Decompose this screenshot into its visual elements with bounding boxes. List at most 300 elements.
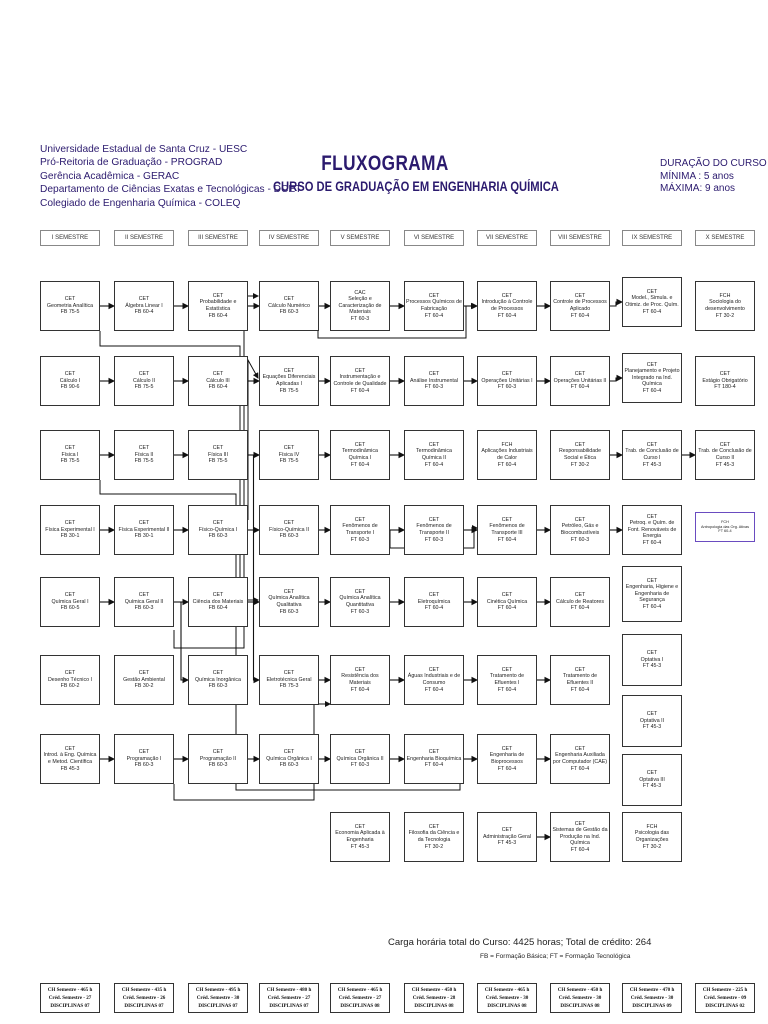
course-text: CET	[138, 371, 150, 378]
course-text: CET	[574, 820, 586, 827]
course-text: CET	[212, 670, 224, 677]
semester-total-text: CH Semestre - 435 h	[121, 987, 167, 993]
course-text: Tratamento de Efluentes II	[562, 673, 598, 686]
course-text: CET	[354, 749, 366, 756]
semester-header: VIII SEMESTRE	[550, 230, 610, 246]
course-text: CET	[64, 592, 76, 599]
course-text: FT 60-4	[642, 539, 662, 546]
course-box	[404, 655, 464, 705]
course-text: Análise Instrumental	[410, 377, 458, 384]
course-text: FT 30-2	[424, 843, 444, 850]
course-text: FT 60-3	[424, 536, 444, 543]
course-box	[404, 505, 464, 555]
semester-total-text: Créd. Semestre - 30	[196, 995, 240, 1001]
course-text: CET	[354, 441, 366, 448]
semester-total-text: CH Semestre - 495 h	[195, 987, 241, 993]
course-text: FB 75-5	[208, 458, 228, 465]
course-text: Probabilidade e Estatística	[199, 299, 237, 312]
course-text: CET	[138, 445, 150, 452]
course-text: Química Inorgânica	[195, 676, 241, 683]
course-text: FB 75-5	[60, 309, 80, 316]
course-text: Sistemas de Gestão da Produção na Ind. Química	[552, 827, 608, 847]
course-text: Física Experimental I	[45, 526, 95, 533]
course-box	[550, 505, 610, 555]
course-text: CET	[428, 371, 440, 378]
course-box	[695, 356, 755, 406]
course-text: CET	[428, 666, 440, 673]
course-text: FT 60-4	[497, 312, 517, 319]
course-text: FT 60-3	[350, 536, 370, 543]
course-text: FT 60-4	[424, 312, 444, 319]
semester-total-text: DISCIPLINAS 02	[705, 1003, 745, 1009]
course-text: CET	[283, 588, 295, 595]
course-text: CET	[138, 670, 150, 677]
course-text: Química Analítica Quantitativa	[339, 595, 381, 608]
course-box	[40, 281, 100, 331]
institution-line: Colegiado de Engenharia Química - COLEQ	[40, 197, 241, 209]
semester-header: III SEMESTRE	[188, 230, 248, 246]
course-box	[259, 356, 319, 406]
course-text: CET	[283, 670, 295, 677]
course-text: Trab. de Conclusão de Curso I	[625, 448, 679, 461]
course-text: FT 60-4	[350, 686, 370, 693]
course-text: FT 45-3	[350, 843, 370, 850]
course-text: Optativa II	[639, 717, 665, 724]
prerequisite-arrow	[610, 378, 622, 381]
course-text: Fenômenos de Transporte I	[342, 523, 378, 536]
course-text: CET	[138, 296, 150, 303]
course-text: Físico-Química I	[198, 526, 238, 533]
semester-total-text: DISCIPLINAS 07	[198, 1003, 238, 1009]
course-text: FB 60-3	[134, 762, 154, 769]
course-text: Desenho Técnico I	[47, 676, 93, 683]
course-text: FT 30-2	[642, 843, 662, 850]
course-text: CET	[646, 650, 658, 657]
course-text: Operações Unitárias I	[481, 377, 533, 384]
course-text: Processos Químicos de Fabricação	[406, 299, 462, 312]
course-text: FT 60-4	[350, 461, 370, 468]
semester-total-text: CH Semestre - 225 h	[702, 987, 748, 993]
course-text: Engenharia, Higiene e Engenharia de Segurança	[625, 584, 679, 604]
course-text: Físico-Química II	[268, 526, 310, 533]
semester-total-text: CH Semestre - 465 h	[484, 987, 530, 993]
course-box	[188, 430, 248, 480]
semester-total-text: DISCIPLINAS 07	[124, 1003, 164, 1009]
course-box	[477, 281, 537, 331]
course-text: FT 60-4	[718, 529, 732, 534]
course-text: FB 45-3	[60, 765, 80, 772]
course-text: CET	[212, 292, 224, 299]
course-text: FB 30-1	[134, 533, 154, 540]
course-box	[259, 655, 319, 705]
course-text: FT 60-4	[497, 765, 517, 772]
course-text: FB 60-3	[279, 608, 299, 615]
course-text: Águas Industriais e de Consumo	[407, 673, 461, 686]
course-text: FT 60-4	[424, 605, 444, 612]
course-text: Gestão Ambiental	[123, 676, 165, 683]
course-text: CET	[646, 513, 658, 520]
course-text: FB 75-3	[279, 683, 299, 690]
course-text: CET	[428, 292, 440, 299]
semester-total-text: Créd. Semestre - 30	[485, 995, 529, 1001]
semester-total-text: Créd. Semestre - 30	[630, 995, 674, 1001]
course-box	[550, 356, 610, 406]
course-text: Termodinâmica Química II	[416, 448, 452, 461]
course-text: FCH	[721, 520, 729, 525]
course-text: FB 75-5	[134, 458, 154, 465]
course-box	[477, 430, 537, 480]
semester-total	[550, 983, 610, 1013]
course-text: CET	[501, 592, 513, 599]
course-box	[259, 430, 319, 480]
course-text: FB 60-2	[60, 683, 80, 690]
course-text: FT 60-3	[350, 315, 370, 322]
semester-total-text: CH Semestre - 450 h	[411, 987, 457, 993]
course-text: Engenharia de Bioprocessos	[489, 752, 525, 765]
course-text: Engenharia Bioquímica	[406, 755, 462, 762]
course-text: CET	[283, 749, 295, 756]
semester-header: II SEMESTRE	[114, 230, 174, 246]
course-text: CET	[283, 296, 295, 303]
course-text: CET	[212, 445, 224, 452]
course-box	[550, 577, 610, 627]
course-text: FT 60-4	[497, 605, 517, 612]
course-text: CET	[354, 666, 366, 673]
course-box	[114, 734, 174, 784]
course-text: FT 45-3	[642, 783, 662, 790]
course-box	[404, 430, 464, 480]
course-box	[330, 734, 390, 784]
course-box	[40, 734, 100, 784]
course-text: CET	[646, 770, 658, 777]
course-text: Eletroquímica	[417, 598, 451, 605]
course-text: Cálculo II	[132, 377, 156, 384]
semester-total	[477, 983, 537, 1013]
course-text: Cálculo I	[59, 377, 81, 384]
course-text: FT 60-4	[497, 686, 517, 693]
course-text: FB 60-4	[208, 605, 228, 612]
semester-total-text: CH Semestre - 465 h	[337, 987, 383, 993]
course-box	[188, 505, 248, 555]
course-text: Optativa I	[640, 656, 664, 663]
institution-line: Universidade Estadual de Santa Cruz - UESC	[40, 144, 248, 155]
course-box	[550, 655, 610, 705]
course-text: CET	[646, 361, 658, 368]
course-text: CET	[428, 516, 440, 523]
semester-total-text: Créd. Semestre - 28	[412, 995, 456, 1001]
course-text: Programação I	[126, 755, 162, 762]
course-text: Petróleo, Gás e Biocombustíveis	[560, 523, 600, 536]
prerequisite-arrow	[174, 602, 188, 680]
course-box	[695, 281, 755, 331]
course-text: FT 60-4	[497, 536, 517, 543]
course-text: FT 60-4	[570, 846, 590, 853]
course-text: Sociologia do desenvolvimento	[705, 299, 745, 312]
course-text: Tratamento de Efluentes I	[489, 673, 525, 686]
course-text: Aplicações Industriais de Calor	[481, 448, 533, 461]
course-text: FB 30-2	[134, 683, 154, 690]
course-box	[550, 734, 610, 784]
semester-total	[188, 983, 248, 1013]
semester-total-text: DISCIPLINAS 07	[269, 1003, 309, 1009]
course-box	[622, 754, 682, 806]
course-text: CET	[64, 296, 76, 303]
course-text: Resistência dos Materiais	[341, 673, 379, 686]
course-box	[114, 356, 174, 406]
course-box	[330, 356, 390, 406]
course-text: FT 60-3	[350, 608, 370, 615]
semester-header: I SEMESTRE	[40, 230, 100, 246]
course-text: CET	[501, 292, 513, 299]
course-text: Introdução à Controle de Processos	[481, 299, 533, 312]
course-text: FB 60-3	[208, 762, 228, 769]
course-text: FT 60-4	[642, 308, 662, 315]
course-text: FT 60-4	[350, 387, 370, 394]
duration-min: MÍNIMA : 5 anos	[660, 170, 734, 182]
duration-heading: DURAÇÃO DO CURSO	[660, 158, 767, 169]
course-text: Geometria Analítica	[46, 302, 94, 309]
course-text: CET	[646, 441, 658, 448]
course-text: CET	[428, 441, 440, 448]
course-text: Economia Aplicada à Engenharia	[335, 830, 385, 843]
course-text: CET	[138, 592, 150, 599]
course-text: FT 60-4	[424, 762, 444, 769]
course-box	[550, 281, 610, 331]
course-text: Operações Unitárias II	[553, 377, 607, 384]
course-box	[404, 734, 464, 784]
course-text: Model., Simula. e Otimiz. de Proc. Quím.	[625, 295, 679, 308]
semester-total-text: DISCIPLINAS 07	[50, 1003, 90, 1009]
semester-total-text: CH Semestre - 465 h	[47, 987, 93, 993]
page-title: FLUXOGRAMA	[321, 152, 449, 175]
course-text: CET	[212, 520, 224, 527]
course-box	[622, 812, 682, 862]
course-text: CET	[574, 745, 586, 752]
semester-total-text: DISCIPLINAS 08	[340, 1003, 380, 1009]
course-box	[188, 734, 248, 784]
course-text: Álgebra Linear I	[125, 302, 163, 309]
course-text: FCH	[501, 441, 513, 448]
semester-total	[259, 983, 319, 1013]
course-box	[188, 655, 248, 705]
semester-header: VII SEMESTRE	[477, 230, 537, 246]
course-box	[40, 356, 100, 406]
course-text: FT 180-4	[714, 384, 736, 391]
course-text: FB 60-4	[208, 312, 228, 319]
course-text: Psicologia das Organizações	[634, 830, 670, 843]
course-text: FB 60-3	[134, 605, 154, 612]
semester-total-text: Créd. Semestre - 27	[338, 995, 382, 1001]
total-workload: Carga horária total do Curso: 4425 horas; Total de crédito: 264	[388, 937, 652, 948]
course-box	[550, 812, 610, 862]
course-text: Introd. à Eng. Química e Metod. Científica	[43, 752, 97, 765]
course-text: FT 60-4	[570, 765, 590, 772]
course-text: CET	[574, 592, 586, 599]
semester-total-text: CH Semestre - 470 h	[629, 987, 675, 993]
course-box	[404, 812, 464, 862]
course-text: CET	[64, 670, 76, 677]
course-box	[259, 577, 319, 627]
semester-total	[114, 983, 174, 1013]
semester-total-text: Créd. Semestre - 26	[122, 995, 166, 1001]
course-box	[477, 356, 537, 406]
semester-header: IV SEMESTRE	[259, 230, 319, 246]
course-box	[622, 353, 682, 403]
course-text: CET	[212, 749, 224, 756]
course-text: FB 75-5	[134, 384, 154, 391]
course-text: CET	[428, 592, 440, 599]
course-box	[404, 281, 464, 331]
semester-total	[330, 983, 390, 1013]
semester-total-text: Créd. Semestre - 27	[267, 995, 311, 1001]
course-text: Cinética Química	[486, 598, 528, 605]
course-text: Responsabilidade Social e Ética	[558, 448, 602, 461]
course-box	[404, 577, 464, 627]
course-text: Programação II	[199, 755, 237, 762]
course-text: Química Geral II	[124, 598, 164, 605]
semester-header: V SEMESTRE	[330, 230, 390, 246]
course-text: FCH	[719, 292, 731, 299]
course-text: CET	[212, 371, 224, 378]
course-text: Ciência dos Materiais	[192, 598, 244, 605]
course-text: Física II	[134, 451, 154, 458]
semester-total	[695, 983, 755, 1013]
semester-total	[404, 983, 464, 1013]
course-box	[622, 430, 682, 480]
course-text: Física Experimental II	[118, 526, 170, 533]
course-text: CET	[646, 711, 658, 718]
course-box	[477, 812, 537, 862]
course-text: CET	[501, 371, 513, 378]
course-box	[695, 512, 755, 542]
course-text: FT 45-3	[715, 461, 735, 468]
course-box	[40, 505, 100, 555]
course-text: Termodinâmica Química I	[342, 448, 378, 461]
semester-total-text: DISCIPLINAS 08	[560, 1003, 600, 1009]
course-box	[188, 281, 248, 331]
course-text: FB 60-3	[208, 683, 228, 690]
course-text: Física I	[61, 451, 79, 458]
course-text: FT 60-3	[350, 762, 370, 769]
semester-header: VI SEMESTRE	[404, 230, 464, 246]
course-text: CET	[64, 745, 76, 752]
course-text: Física IV	[278, 451, 300, 458]
semester-total-text: DISCIPLINAS 08	[487, 1003, 527, 1009]
course-text: CET	[283, 367, 295, 374]
course-text: CET	[501, 745, 513, 752]
course-text: CET	[283, 520, 295, 527]
course-text: Fenômenos de Transporte III	[489, 523, 525, 536]
course-text: Eletrotécnica Geral	[266, 676, 312, 683]
course-text: FT 60-4	[424, 461, 444, 468]
prerequisite-arrow	[248, 455, 259, 680]
course-text: Filosofia da Ciência e da Tecnologia	[408, 830, 460, 843]
course-text: CET	[354, 367, 366, 374]
course-text: CET	[501, 666, 513, 673]
course-text: CET	[428, 823, 440, 830]
course-text: FB 60-5	[60, 605, 80, 612]
course-text: FT 45-3	[642, 663, 662, 670]
semester-total-text: Créd. Semestre - 30	[558, 995, 602, 1001]
semester-total-text: CH Semestre - 450 h	[557, 987, 603, 993]
course-box	[550, 430, 610, 480]
course-text: FT 60-4	[570, 605, 590, 612]
course-text: CET	[574, 292, 586, 299]
course-text: CET	[354, 588, 366, 595]
course-text: Controle de Processos Aplicado	[553, 299, 607, 312]
course-text: FB 75-5	[279, 387, 299, 394]
course-text: CET	[64, 520, 76, 527]
course-text: CET	[646, 577, 658, 584]
course-text: Química Orgânica II	[336, 755, 384, 762]
course-text: Estágio Obrigatório	[702, 377, 748, 384]
course-text: CET	[283, 445, 295, 452]
course-text: Cálculo III	[206, 377, 230, 384]
course-box	[259, 281, 319, 331]
course-text: CET	[64, 371, 76, 378]
course-box	[114, 505, 174, 555]
course-text: FB 75-5	[279, 458, 299, 465]
course-text: FT 30-2	[715, 312, 735, 319]
course-text: Cálculo de Reatores	[556, 598, 604, 605]
duration-max: MÁXIMA: 9 anos	[660, 183, 736, 194]
course-box	[40, 430, 100, 480]
course-text: FT 45-3	[642, 724, 662, 731]
course-box	[188, 577, 248, 627]
course-box	[188, 356, 248, 406]
course-box	[259, 505, 319, 555]
course-text: CET	[138, 749, 150, 756]
course-box	[477, 655, 537, 705]
course-box	[330, 281, 390, 331]
course-text: CET	[354, 516, 366, 523]
course-box	[114, 430, 174, 480]
course-box	[622, 695, 682, 747]
course-text: Seleção e Caracterização de Materiais	[338, 296, 382, 316]
course-text: CET	[354, 823, 366, 830]
course-text: FB 60-4	[208, 384, 228, 391]
course-text: FT 60-4	[570, 686, 590, 693]
course-text: FB 60-3	[279, 762, 299, 769]
course-text: Instrumentação e Controle de Qualidade	[333, 374, 387, 387]
course-text: Química Orgânica I	[266, 755, 312, 762]
course-text: FT 60-4	[570, 384, 590, 391]
course-text: FT 60-4	[424, 686, 444, 693]
course-box	[622, 505, 682, 555]
course-text: Petroq. e Quím. de Font. Renováveis de Energia	[627, 520, 677, 540]
course-text: CET	[64, 445, 76, 452]
course-text: FT 60-3	[424, 384, 444, 391]
course-text: FT 60-4	[497, 461, 517, 468]
course-box	[114, 577, 174, 627]
course-text: FT 30-2	[570, 461, 590, 468]
course-text: FCH	[646, 823, 658, 830]
course-text: FT 60-3	[497, 384, 517, 391]
course-text: CET	[646, 288, 658, 295]
course-text: CET	[428, 749, 440, 756]
course-text: Física III	[207, 451, 228, 458]
course-box	[330, 505, 390, 555]
course-box	[330, 812, 390, 862]
semester-total-text: DISCIPLINAS 09	[632, 1003, 672, 1009]
course-text: Química Analítica Qualitativa	[268, 595, 310, 608]
course-box	[404, 356, 464, 406]
course-text: Engenharia Auxiliada por Computador (CAE)	[552, 752, 608, 765]
course-text: Trab. de Conclusão de Curso II	[698, 448, 752, 461]
course-text: Química Geral I	[51, 598, 89, 605]
course-text: FB 90-6	[60, 384, 80, 391]
legend: FB = Formação Básica; FT = Formação Tecnológica	[480, 953, 631, 960]
